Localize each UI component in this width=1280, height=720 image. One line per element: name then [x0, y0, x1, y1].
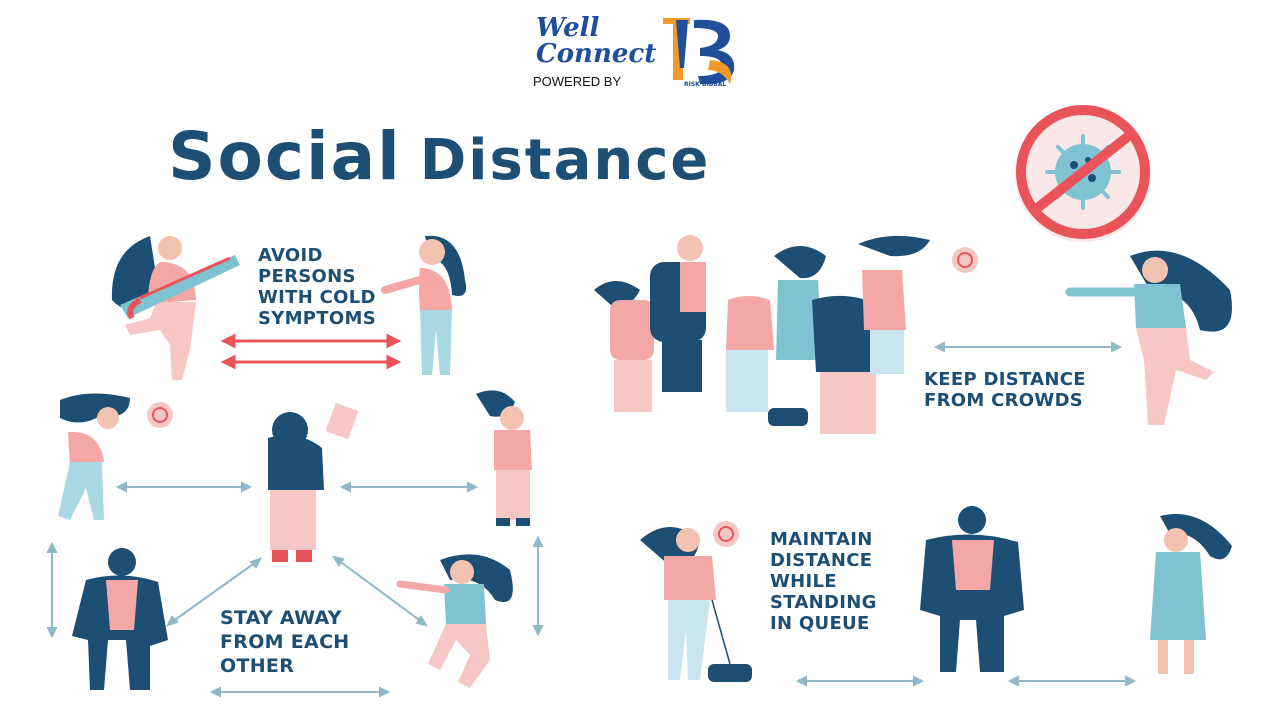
figure-sick-woman — [112, 236, 240, 380]
title-word-1: Social — [168, 118, 402, 195]
brand-line-1: Well — [536, 13, 600, 43]
figure-woman-phone-right — [476, 390, 532, 526]
brand-line-2: Connect — [536, 39, 657, 69]
powered-by-label: POWERED BY — [533, 74, 622, 89]
figure-man-queue — [920, 506, 1024, 672]
caption-queue: MAINTAIN DISTANCE WHILE STANDING IN QUEUE — [770, 529, 877, 634]
title-word-2: Distance — [419, 128, 711, 193]
caption-avoid-persons: AVOID PERSONS WITH COLD SYMPTOMS — [258, 245, 376, 329]
figure-woman-dog-queue — [640, 521, 752, 682]
page-title — [168, 118, 988, 195]
figure-woman-bottom-right — [400, 554, 513, 688]
figure-woman-queue — [1150, 514, 1232, 674]
figure-woman-phone-left — [58, 393, 173, 520]
crowd-group — [594, 235, 978, 434]
caption-stay-away: STAY AWAY FROM EACH OTHER — [220, 607, 350, 677]
partner-logo — [663, 18, 734, 88]
figure-man-bottom-left — [72, 548, 168, 690]
no-virus-icon — [1015, 106, 1151, 242]
partner-logo-text: RISK BIBBAL — [684, 81, 727, 88]
figure-woman-standing-1 — [385, 236, 466, 375]
arrows-avoid — [224, 336, 398, 367]
caption-keep-distance-crowds: KEEP DISTANCE FROM CROWDS — [924, 369, 1086, 411]
arrows-queue — [798, 677, 1134, 685]
figure-woman-crowd-right — [1070, 251, 1232, 425]
arrow-crowds — [936, 343, 1120, 351]
figure-man-center — [268, 403, 358, 562]
